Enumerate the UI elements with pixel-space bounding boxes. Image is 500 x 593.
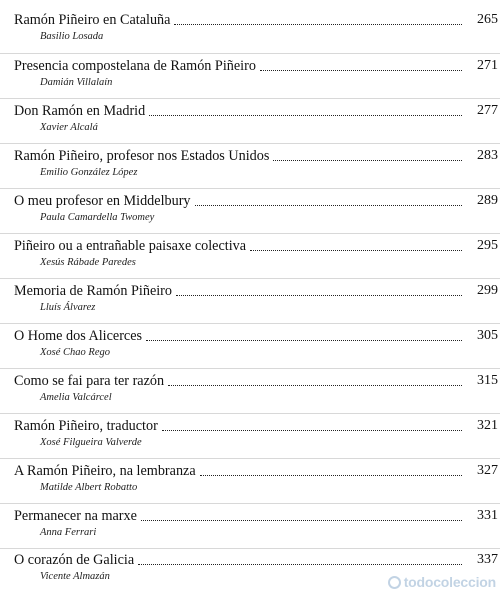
entry-title: Memoria de Ramón Piñeiro <box>14 283 173 299</box>
toc-entry <box>14 100 498 144</box>
entry-page-number: 283 <box>477 148 498 163</box>
dot-leader <box>200 475 462 476</box>
toc-entry <box>14 460 498 504</box>
entry-title: Presencia compostelana de Ramón Piñeiro <box>14 58 256 74</box>
toc-entry <box>14 325 498 369</box>
entry-author: Lluís Álvarez <box>40 302 96 313</box>
dot-leader <box>260 70 462 71</box>
entry-page-number: 327 <box>477 463 498 478</box>
entry-title: Piñeiro ou a entrañable paisaxe colectiva <box>14 238 247 254</box>
toc-entry <box>14 190 498 234</box>
entry-author: Emilio González López <box>40 167 138 178</box>
entry-author: Xosé Chao Rego <box>40 347 110 358</box>
entry-title: O corazón de Galicia <box>14 552 135 568</box>
entry-author: Xesús Rábade Paredes <box>40 257 136 268</box>
divider <box>0 323 500 324</box>
entry-page-number: 271 <box>477 58 498 73</box>
entry-title: Don Ramón en Madrid <box>14 103 146 119</box>
entry-title: Ramón Piñeiro, profesor nos Estados Unidos <box>14 148 270 164</box>
entry-author: Paula Camardella Twomey <box>40 212 155 223</box>
entry-author: Vicente Almazán <box>40 571 110 582</box>
entry-title: O meu profesor en Middelbury <box>14 193 191 209</box>
entry-page-number: 315 <box>477 373 498 388</box>
dot-leader <box>141 520 462 521</box>
entry-page-number: 337 <box>477 552 498 567</box>
dot-leader <box>168 385 462 386</box>
entry-page-number: 295 <box>477 238 498 253</box>
toc-entry <box>14 280 498 324</box>
toc-entry <box>14 9 498 53</box>
divider <box>0 188 500 189</box>
watermark <box>388 574 496 590</box>
toc-entry <box>14 505 498 549</box>
entry-page-number: 299 <box>477 283 498 298</box>
entry-page-number: 331 <box>477 508 498 523</box>
divider <box>0 278 500 279</box>
divider <box>0 143 500 144</box>
entry-page-number: 289 <box>477 193 498 208</box>
dot-leader <box>176 295 462 296</box>
entry-author: Amelia Valcárcel <box>40 392 112 403</box>
dot-leader <box>162 430 462 431</box>
dot-leader <box>149 115 462 116</box>
logo-circle-icon <box>388 576 401 589</box>
entry-title: O Home dos Alicerces <box>14 328 143 344</box>
entry-author: Anna Ferrari <box>40 527 97 538</box>
toc-entry <box>14 370 498 414</box>
toc-entry <box>14 235 498 279</box>
toc-entry <box>14 415 498 459</box>
entry-title: Ramón Piñeiro en Cataluña <box>14 12 171 28</box>
entry-title: A Ramón Piñeiro, na lembranza <box>14 463 196 479</box>
watermark-text: todocoleccion <box>403 574 496 590</box>
divider <box>0 413 500 414</box>
entry-page-number: 265 <box>477 12 498 27</box>
entry-title: Ramón Piñeiro, traductor <box>14 418 158 434</box>
toc-entry <box>14 145 498 189</box>
entry-page-number: 321 <box>477 418 498 433</box>
entry-author: Damián Villalaín <box>40 77 113 88</box>
entry-author: Matilde Albert Robatto <box>40 482 138 493</box>
dot-leader <box>146 340 462 341</box>
divider <box>0 368 500 369</box>
entry-author: Xavier Alcalá <box>40 122 98 133</box>
entry-page-number: 305 <box>477 328 498 343</box>
divider <box>0 233 500 234</box>
entry-title: Como se fai para ter razón <box>14 373 165 389</box>
divider <box>0 503 500 504</box>
dot-leader <box>250 250 462 251</box>
dot-leader <box>273 160 462 161</box>
entry-page-number: 277 <box>477 103 498 118</box>
divider <box>0 458 500 459</box>
divider <box>0 53 500 54</box>
entry-title: Permanecer na marxe <box>14 508 137 524</box>
dot-leader <box>174 24 462 25</box>
dot-leader <box>138 564 462 565</box>
divider <box>0 98 500 99</box>
entry-author: Basilio Losada <box>40 31 104 42</box>
dot-leader <box>195 205 462 206</box>
entry-author: Xosé Filgueira Valverde <box>40 437 142 448</box>
toc-entry <box>14 55 498 99</box>
